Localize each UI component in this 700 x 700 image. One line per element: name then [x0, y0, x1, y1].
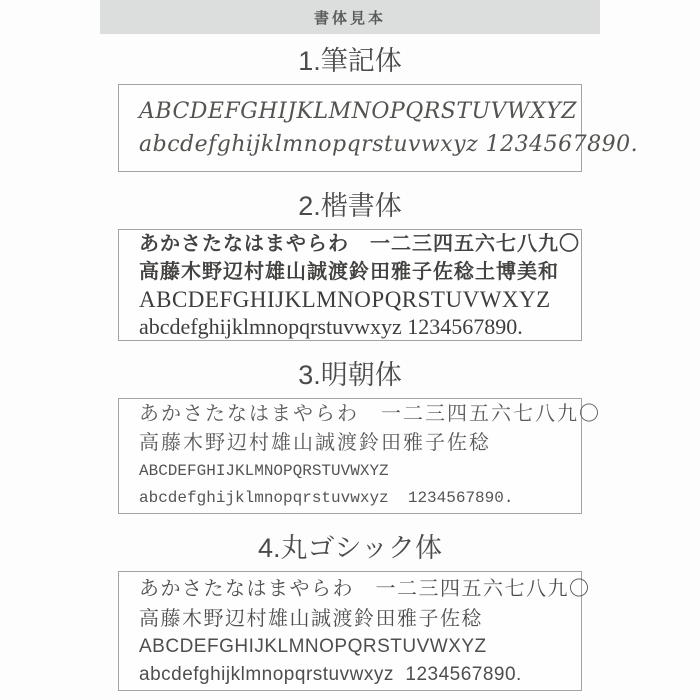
section-kaisho	[0, 191, 700, 341]
sample-line-kanji: 高藤木野辺村雄山誠渡鈴田雅子佐稔土博美和	[139, 261, 559, 283]
sample-box-mincho	[118, 398, 601, 514]
sample-line-kanji: 高藤木野辺村雄山誠渡鈴田雅子佐稔	[139, 432, 491, 454]
header-bar	[100, 0, 600, 34]
sample-line-kana-numerals: あかさたなはまやらわ 一二三四五六七八九〇	[139, 403, 601, 425]
sample-box-kaisho	[118, 229, 582, 341]
sample-line-uppercase: ABCDEFGHIJKLMNOPQRSTUVWXYZ	[139, 287, 551, 312]
sample-line-kana-numerals: あかさたなはまやらわ 一二三四五六七八九〇	[139, 576, 591, 600]
sample-box-script	[118, 84, 639, 172]
section-script	[0, 46, 700, 172]
sample-line-uppercase: ABCDEFGHIJKLMNOPQRSTUVWXYZ	[139, 636, 487, 657]
section-maru-gothic	[0, 533, 700, 691]
sample-line-uppercase: ABCDEFGHIJKLMNOPQRSTUVWXYZ	[139, 462, 389, 480]
sample-box-maru-gothic	[118, 571, 591, 691]
sample-line-uppercase: ABCDEFGHIJKLMNOPQRSTUVWXYZ	[139, 99, 578, 124]
sample-line-kana-numerals: あかさたなはまやらわ 一二三四五六七八九〇	[139, 233, 580, 255]
sample-line-lowercase-numbers: abcdefghijklmnopqrstuvwxyz 1234567890.	[139, 489, 514, 507]
sample-line-kanji: 高藤木野辺村雄山誠渡鈴田雅子佐稔	[139, 606, 483, 630]
page-title: 書体見本	[313, 9, 386, 27]
section-title-kaisho: 2.楷書体	[298, 191, 402, 221]
section-title-mincho: 3.明朝体	[298, 360, 402, 390]
section-mincho	[0, 360, 700, 514]
sample-line-lowercase-numbers: abcdefghijklmnopqrstuvwxyz 1234567890.	[139, 314, 523, 339]
sample-line-lowercase-numbers: abcdefghijklmnopqrstuvwxyz 1234567890.	[139, 664, 522, 685]
section-title-maru-gothic: 4.丸ゴシック体	[258, 533, 442, 563]
section-title-script: 1.筆記体	[298, 46, 402, 76]
sample-line-lowercase-numbers: abcdefghijklmnopqrstuvwxyz 1234567890.	[139, 132, 639, 157]
